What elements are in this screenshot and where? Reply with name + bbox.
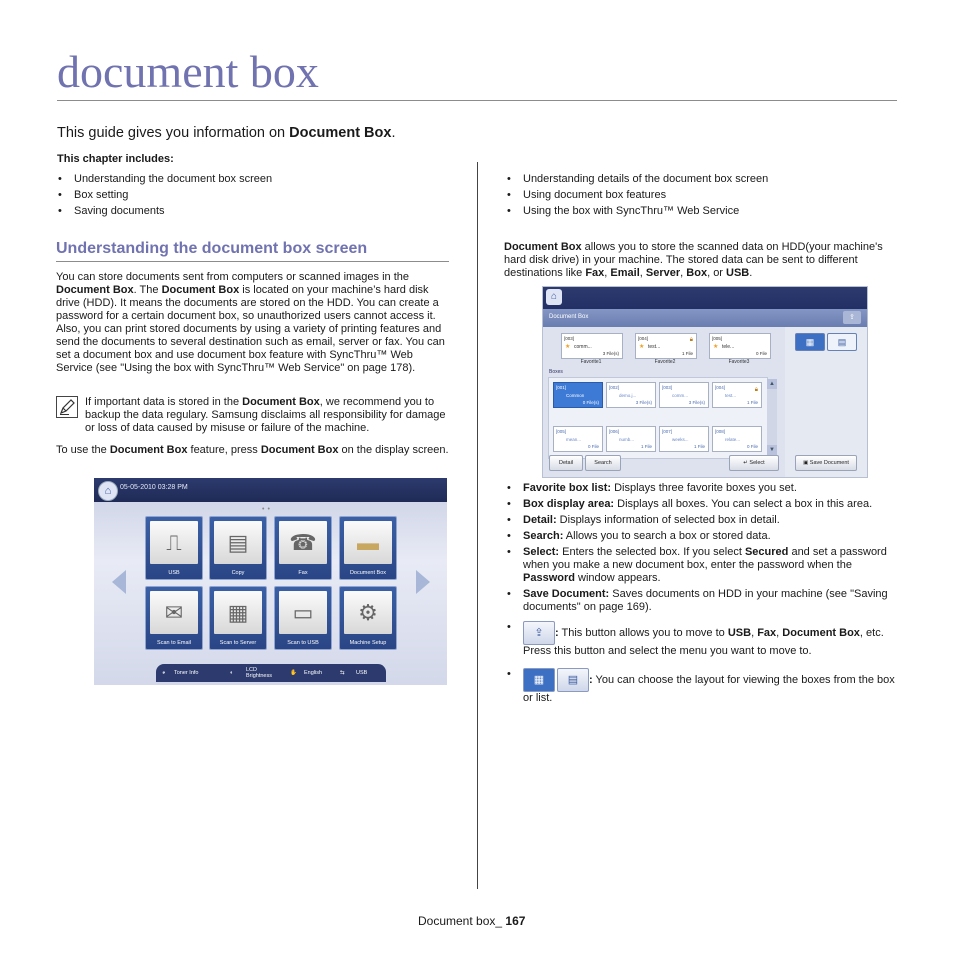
- feature-list: [505, 480, 905, 614]
- docbox-top-bar: [543, 287, 867, 309]
- grid-view-icon: ▦: [523, 668, 555, 692]
- tile-scan-to-usb[interactable]: ▭ Scan to USB: [274, 586, 332, 650]
- favorite-label: Favorite2: [654, 359, 676, 365]
- list-item: • Detail: Displays information of selected box in detail.: [505, 512, 905, 528]
- home-screen-image: [94, 478, 447, 685]
- box-item[interactable]: [006] numb... 1 File: [606, 426, 656, 452]
- lcd-brightness-label[interactable]: LCD Brightness: [246, 667, 272, 679]
- list-item: • Search: Allows you to search a box or stored data.: [505, 528, 905, 544]
- right-arrow-icon[interactable]: [416, 570, 430, 594]
- box-item[interactable]: [007] weeks... 1 File: [659, 426, 709, 452]
- document-box-screen-image: [542, 286, 868, 478]
- datetime: 05-05-2010 03:28 PM: [120, 484, 188, 491]
- copier-icon: ▤: [214, 521, 262, 564]
- right-paragraph: Document Box allows you to store the scanned data on HDD(your machine's hard disk drive) in your machine. The stored data can be sent to different destinations like Fax, Email, Server, Box, or USB.: [504, 241, 883, 279]
- lock-icon: 🔒︎: [689, 337, 693, 343]
- list-item: • ⇪ : This button allows you to move to USB, Fax, Document Box, etc. Press this button and select the menu you want to move to.: [505, 621, 905, 658]
- favorite-box-1[interactable]: [003] ★ comm... 3 File(s): [561, 333, 623, 359]
- usb-status-icon[interactable]: ⇆: [340, 670, 345, 676]
- favorite-box-2[interactable]: [004] 🔒︎ ★ test... 1 File: [635, 333, 697, 359]
- save-document-button[interactable]: ▣ Save Document: [795, 455, 857, 471]
- list-item: • Box setting: [56, 187, 476, 203]
- box-item[interactable]: [005] mean... 0 File: [553, 426, 603, 452]
- chapter-list-left: [56, 171, 476, 219]
- note-icon: [56, 396, 78, 418]
- includes-label: This chapter includes:: [57, 153, 174, 165]
- box-item[interactable]: [001] Common 0 File(s): [553, 382, 603, 408]
- star-icon: ★: [713, 344, 719, 350]
- page-footer: Document box_ 167: [418, 914, 526, 928]
- intro-text: This guide gives you information on Document Box.: [57, 125, 396, 141]
- star-icon: ★: [639, 344, 645, 350]
- box-item[interactable]: [002] demo.j... 3 File(s): [606, 382, 656, 408]
- intro-paragraph: You can store documents sent from computers or scanned images in the Document Box. The Document Box is located on your machine’s hard disk drive (HDD). It means the documents are stored on the HDD. You can create a password for a certain document box, so unauthorized users cannot access it. Also, you can print stored documents by using a variety of printing features and send the documents to several destination such as email, server or fax. You can set a document box and use document box feature with SyncThru™ Web Service (see "Using the box with SyncThru™ Web Service" on page 178).: [56, 271, 445, 374]
- title-rule: [57, 100, 897, 101]
- move-up-icon[interactable]: ⇪: [843, 311, 861, 324]
- language-label[interactable]: English: [304, 670, 323, 676]
- list-item: • Understanding the document box screen: [56, 171, 476, 187]
- tile-fax[interactable]: ☎ Fax: [274, 516, 332, 580]
- usb-status-label[interactable]: USB: [356, 670, 368, 676]
- list-item: • ▦ ▤ : You can choose the layout for viewing the boxes from the box or list.: [505, 668, 905, 705]
- list-item: • Box display area: Displays all boxes. You can select a box in this area.: [505, 496, 905, 512]
- box-scrollbar[interactable]: [767, 379, 777, 455]
- scroll-up-icon[interactable]: ▲: [767, 379, 777, 389]
- list-item: • Using document box features: [505, 187, 925, 203]
- page-title: document box: [57, 46, 319, 97]
- list-view-icon: ▤: [557, 668, 589, 692]
- layout-button-item: [505, 668, 905, 705]
- scroll-down-icon[interactable]: ▼: [767, 445, 777, 455]
- list-item: • Saving documents: [56, 203, 476, 219]
- move-menu-icon: ⇪: [523, 621, 555, 645]
- brightness-icon[interactable]: ◐: [230, 670, 234, 676]
- box-item[interactable]: [008] relate... 0 File: [712, 426, 762, 452]
- home-icon[interactable]: ⌂: [546, 289, 562, 305]
- list-item: • Using the box with SyncThru™ Web Service: [505, 203, 925, 219]
- tile-usb[interactable]: ⎍ USB: [145, 516, 203, 580]
- favorite-label: Favorite1: [580, 359, 602, 365]
- select-button[interactable]: ↵ Select: [729, 455, 779, 471]
- column-divider: [477, 162, 478, 889]
- language-icon[interactable]: ✋: [290, 670, 297, 676]
- tile-scan-to-email[interactable]: ✉ Scan to Email: [145, 586, 203, 650]
- move-button-item: [505, 621, 905, 658]
- usb-icon: ⎍: [150, 521, 198, 564]
- box-display-area: [548, 377, 768, 459]
- home-top-bar: [94, 478, 447, 502]
- usage-paragraph: To use the Document Box feature, press Document Box on the display screen.: [56, 444, 449, 456]
- chapter-list-right: [505, 171, 925, 219]
- detail-button[interactable]: Detail: [549, 455, 583, 471]
- scanner-email-icon: ✉: [150, 591, 198, 634]
- enter-icon: ↵: [743, 460, 750, 466]
- list-item: • Favorite box list: Displays three favorite boxes you set.: [505, 480, 905, 496]
- grid-view-icon[interactable]: ▦: [795, 333, 825, 351]
- favorite-box-3[interactable]: [005] ★ tele... 0 File: [709, 333, 771, 359]
- tile-document-box[interactable]: ▬ Document Box: [339, 516, 397, 580]
- save-icon: ▣: [803, 460, 810, 466]
- scanner-usb-icon: ▭: [279, 591, 327, 634]
- tile-machine-setup[interactable]: ⚙ Machine Setup: [339, 586, 397, 650]
- left-arrow-icon[interactable]: [112, 570, 126, 594]
- scanner-server-icon: ▦: [214, 591, 262, 634]
- tile-scan-to-server[interactable]: ▦ Scan to Server: [209, 586, 267, 650]
- toner-info-icon[interactable]: ◕: [162, 670, 166, 676]
- box-item[interactable]: [003] comm... 3 File(s): [659, 382, 709, 408]
- home-status-bar: [156, 664, 386, 682]
- docbox-header: Document Box ⇪: [543, 309, 867, 327]
- note-text: If important data is stored in the Document Box, we recommend you to backup the data regulary. Samsung disclaims all responsibility for damage or loss of data caused by misuse or failure of the machine.: [85, 396, 446, 434]
- boxes-label: Boxes: [549, 369, 563, 375]
- favorite-label: Favorite3: [728, 359, 750, 365]
- section-heading: Understanding the document box screen: [56, 240, 368, 257]
- page-dots: ••: [262, 506, 273, 513]
- folder-icon: ▬: [344, 521, 392, 564]
- list-view-icon[interactable]: ▤: [827, 333, 857, 351]
- star-icon: ★: [565, 344, 571, 350]
- section-rule: [56, 261, 449, 262]
- fax-icon: ☎: [279, 521, 327, 564]
- list-item: • Select: Enters the selected box. If you select Secured and set a password when you make a new document box, enter the password when the Password window appears.: [505, 546, 905, 585]
- list-item: • Understanding details of the document box screen: [505, 171, 925, 187]
- list-item: • Save Document: Saves documents on HDD in your machine (see "Saving documents" on page 169).: [505, 588, 905, 614]
- tile-copy[interactable]: ▤ Copy: [209, 516, 267, 580]
- home-icon[interactable]: ⌂: [98, 481, 118, 501]
- machine-setup-icon: ⚙: [344, 591, 392, 634]
- box-item[interactable]: [004] 🔒︎ test... 1 File: [712, 382, 762, 408]
- lock-icon: 🔒︎: [754, 387, 758, 393]
- toner-info-label[interactable]: Toner Info: [174, 670, 199, 676]
- search-button[interactable]: Search: [585, 455, 621, 471]
